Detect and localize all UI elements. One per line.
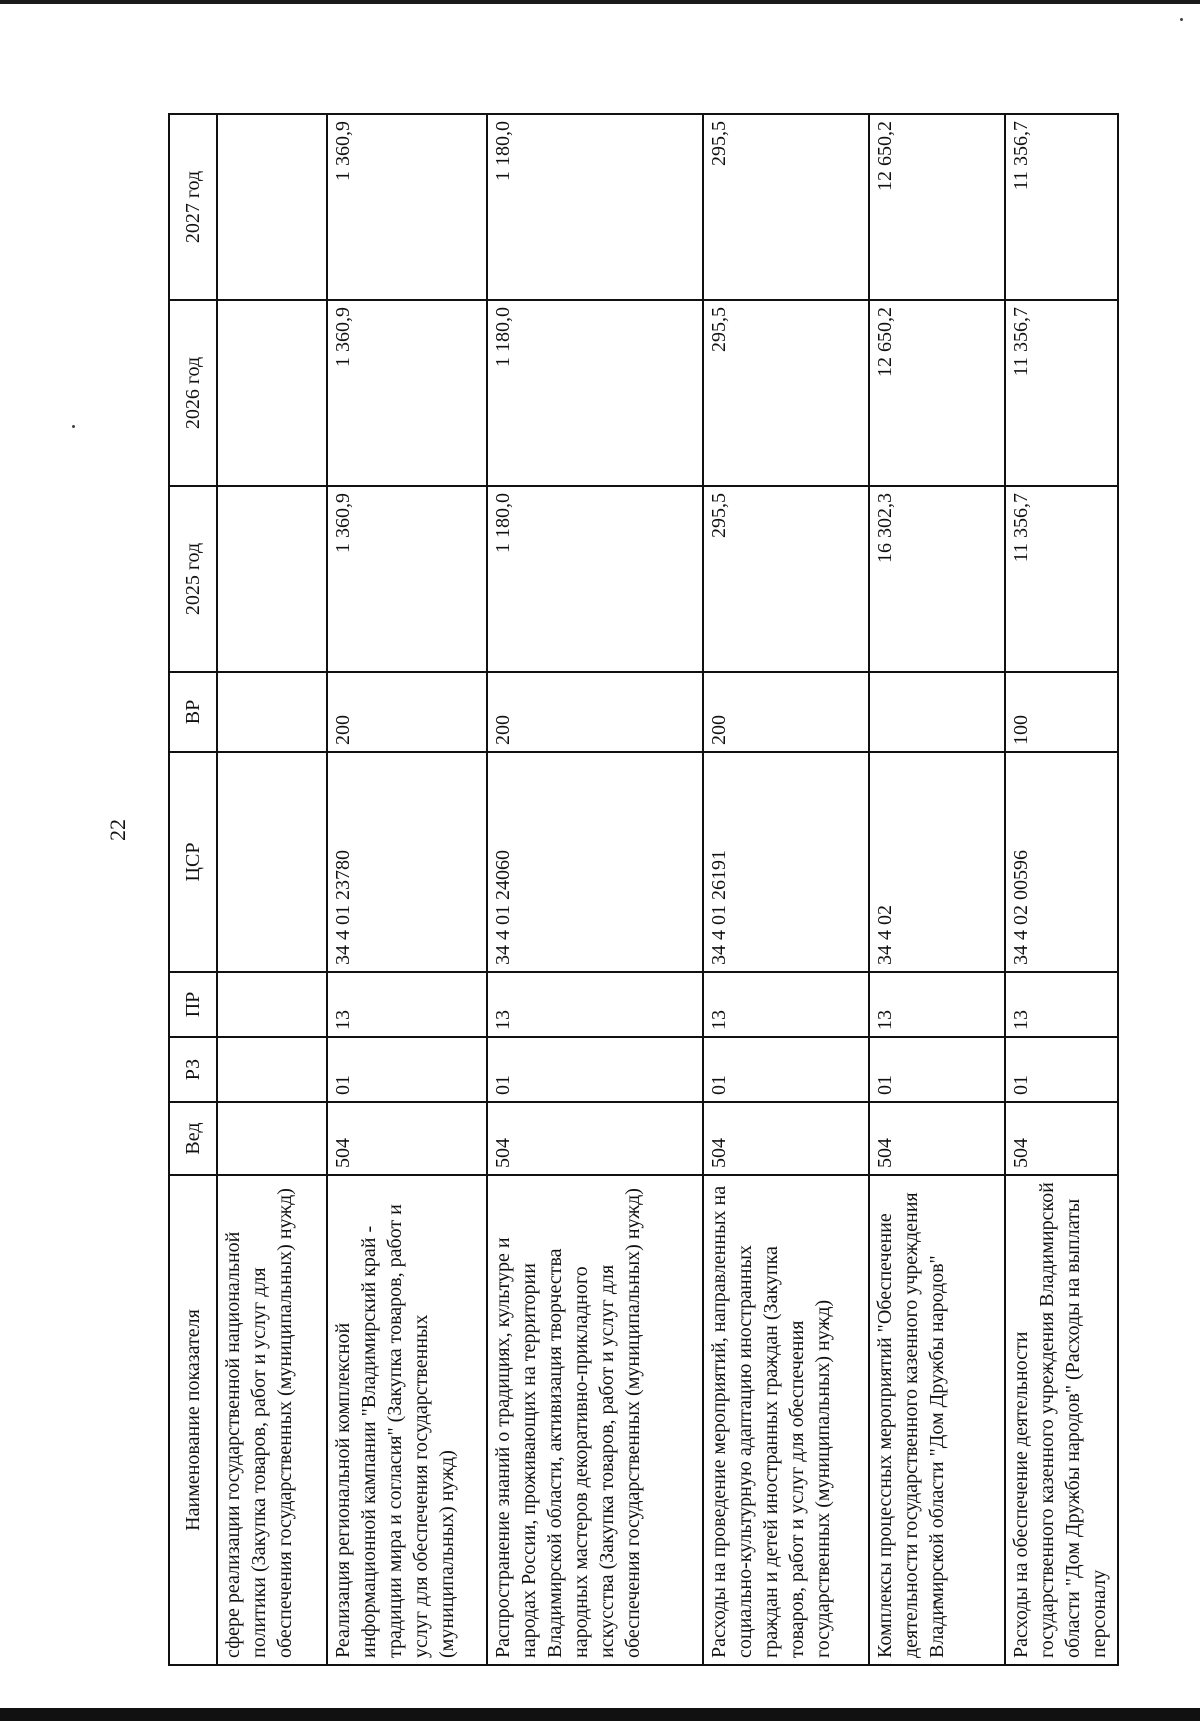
scan-top-edge: [0, 0, 1200, 4]
header-2025: 2025 год: [169, 486, 217, 672]
header-name: Наименование показателя: [169, 1175, 217, 1665]
cell-rz: 01: [869, 1037, 1005, 1102]
table-row: [869, 114, 1005, 1665]
cell-name: Реализация региональной комплексной информационной кампании "Владимирский край - традиции мира и согласия" (Закупка товаров, работ и услуг для обеспечения государственных (муниципальных) нужд): [327, 1175, 487, 1665]
cell-ved: 504: [487, 1102, 703, 1175]
scan-speck: [72, 425, 75, 428]
cell-ved: 504: [869, 1102, 1005, 1175]
cell-2026: 11 356,7: [1005, 300, 1118, 486]
cell-name: сфере реализации государственной национальной политики (Закупка товаров, работ и услуг для обеспечения государственных (муниципальных) нужд): [217, 1175, 327, 1665]
cell-pr: 13: [1005, 972, 1118, 1037]
cell-name: Комплексы процессных мероприятий "Обеспечение деятельности государственного казенного учреждения Владимирской области "Дом Дружбы народов": [869, 1175, 1005, 1665]
cell-name: Расходы на проведение мероприятий, направленных на социально-культурную адаптацию иностранных граждан и детей иностранных граждан (Закупка товаров, работ и услуг для обеспечения государственных (муниципальных) нужд): [703, 1175, 869, 1665]
cell-ved: [217, 1102, 327, 1175]
cell-name: Расходы на обеспечение деятельности государственного казенного учреждения Владимирской области "Дом Дружбы народов" (Расходы на выплаты персоналу: [1005, 1175, 1118, 1665]
cell-ved: 504: [1005, 1102, 1118, 1175]
cell-2025: 1 180,0: [487, 486, 703, 672]
table-row: [1005, 114, 1118, 1665]
cell-2027: 1 360,9: [327, 114, 487, 300]
budget-table: [168, 113, 1119, 1666]
header-vr: ВР: [169, 672, 217, 752]
cell-rz: 01: [487, 1037, 703, 1102]
cell-2026: 1 360,9: [327, 300, 487, 486]
cell-vr: 200: [703, 672, 869, 752]
cell-2026: 1 180,0: [487, 300, 703, 486]
cell-2025: 16 302,3: [869, 486, 1005, 672]
table-row: [703, 114, 869, 1665]
cell-vr: 200: [487, 672, 703, 752]
cell-csr: 34 4 02: [869, 752, 1005, 972]
header-pr: ПР: [169, 972, 217, 1037]
cell-2025: 11 356,7: [1005, 486, 1118, 672]
header-2026: 2026 год: [169, 300, 217, 486]
cell-2026: 295,5: [703, 300, 869, 486]
cell-ved: 504: [703, 1102, 869, 1175]
cell-csr: 34 4 01 26191: [703, 752, 869, 972]
header-2027: 2027 год: [169, 114, 217, 300]
cell-2027: 295,5: [703, 114, 869, 300]
cell-2027: 12 650,2: [869, 114, 1005, 300]
cell-pr: 13: [487, 972, 703, 1037]
table-row: [487, 114, 703, 1665]
header-rz: РЗ: [169, 1037, 217, 1102]
cell-2025: 1 360,9: [327, 486, 487, 672]
page-number: 22: [105, 819, 130, 841]
cell-ved: 504: [327, 1102, 487, 1175]
cell-2025: [217, 486, 327, 672]
cell-csr: 34 4 02 00596: [1005, 752, 1118, 972]
cell-2027: 1 180,0: [487, 114, 703, 300]
cell-pr: 13: [703, 972, 869, 1037]
cell-vr: [217, 672, 327, 752]
cell-pr: 13: [869, 972, 1005, 1037]
cell-rz: 01: [1005, 1037, 1118, 1102]
cell-pr: [217, 972, 327, 1037]
cell-vr: 200: [327, 672, 487, 752]
cell-rz: 01: [703, 1037, 869, 1102]
cell-2025: 295,5: [703, 486, 869, 672]
cell-2027: [217, 114, 327, 300]
cell-rz: [217, 1037, 327, 1102]
cell-csr: 34 4 01 24060: [487, 752, 703, 972]
budget-table-container: [168, 113, 1117, 1666]
cell-2026: 12 650,2: [869, 300, 1005, 486]
cell-vr: 100: [1005, 672, 1118, 752]
cell-csr: [217, 752, 327, 972]
cell-2026: [217, 300, 327, 486]
cell-2027: 11 356,7: [1005, 114, 1118, 300]
cell-vr: [869, 672, 1005, 752]
table-row: [217, 114, 327, 1665]
cell-name: Распространение знаний о традициях, культуре и народах России, проживающих на территории Владимирской области, активизация творчества народных мастеров декоративно-прикладного искусства (Закупка товаров, работ и услуг для обеспечения государственных (муниципальных) нужд): [487, 1175, 703, 1665]
scan-speck: [1180, 18, 1183, 21]
table-row: [327, 114, 487, 1665]
header-csr: ЦСР: [169, 752, 217, 972]
table-header-row: [169, 114, 217, 1665]
cell-csr: 34 4 01 23780: [327, 752, 487, 972]
cell-pr: 13: [327, 972, 487, 1037]
header-ved: Вед: [169, 1102, 217, 1175]
cell-rz: 01: [327, 1037, 487, 1102]
scan-bottom-edge: [0, 1708, 1200, 1721]
